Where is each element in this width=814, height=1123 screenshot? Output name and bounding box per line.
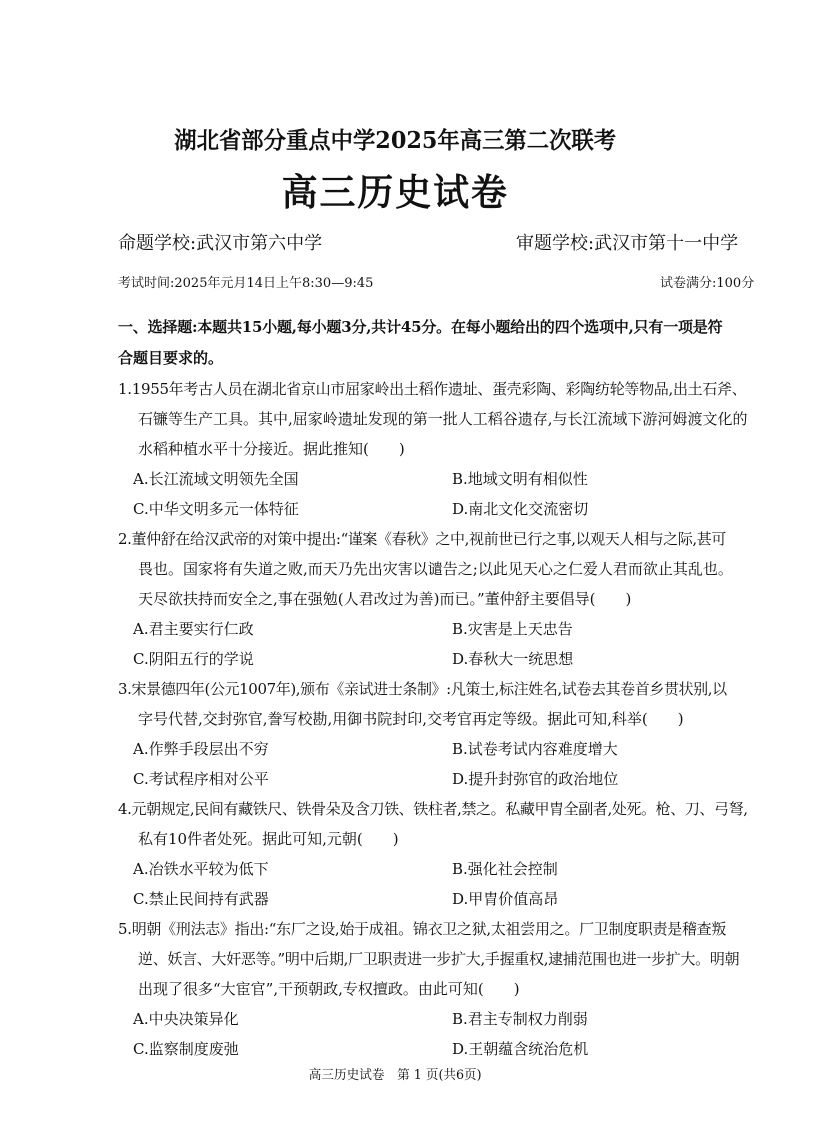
question-3-line-1: 3.宋景德四年(公元1007年),颁布《亲试进士条制》:凡策士,标注姓名,试卷去其卷首乡贯状别,以 [118,680,727,698]
question-2-option-b: B.灾害是上天忠告 [452,620,573,638]
question-4-option-d: D.甲胄价值高昂 [452,890,559,908]
question-4-option-a: A.冶铁水平较为低下 [133,860,269,878]
section-instruction-line-1: 一、选择题:本题共15小题,每小题3分,共计45分。在每小题给出的四个选项中,只有一项是符 [118,318,723,336]
question-1-option-d: D.南北文化交流密切 [452,500,589,518]
question-5-option-a: A.中央决策异化 [133,1010,239,1028]
question-3-line-2: 字号代替,交封弥官,誊写校勘,用御书院封印,交考官再定等级。据此可知,科举( ) [138,710,684,728]
question-2-option-c: C.阴阳五行的学说 [133,650,254,668]
question-3-option-b: B.试卷考试内容难度增大 [452,740,618,758]
question-2-option-a: A.君主要实行仁政 [133,620,254,638]
question-5-option-b: B.君主专制权力削弱 [452,1010,588,1028]
question-1-option-a: A.长江流域文明领先全国 [133,470,299,488]
question-4-option-b: B.强化社会控制 [452,860,558,878]
question-2-line-1: 2.董仲舒在给汉武帝的对策中提出:“谨案《春秋》之中,视前世已行之事,以观天人相与之际,甚可 [118,530,726,548]
question-1-line-3: 水稻种植水平十分接近。据此推知( ) [138,440,405,458]
question-1-line-2: 石镰等生产工具。其中,屈家岭遗址发现的第一批人工稻谷遗存,与长江流域下游河姆渡文化的 [138,410,748,428]
question-4-option-c: C.禁止民间持有武器 [133,890,269,908]
question-1-option-c: C.中华文明多元一体特征 [133,500,299,518]
exam-time: 考试时间:2025年元月14日上午8:30—9:45 [118,276,374,291]
question-2-option-d: D.春秋大一统思想 [452,650,574,668]
reviewer-school: 审题学校:武汉市第十一中学 [516,233,739,254]
question-2-line-2: 畏也。国家将有失道之败,而天乃先出灾害以谴告之;以此见天心之仁爱人君而欲止其乱也。 [138,560,733,578]
question-1-line-1: 1.1955年考古人员在湖北省京山市屈家岭出土稻作遗址、蛋壳彩陶、彩陶纺轮等物品,出土石斧、 [118,380,747,398]
question-5-line-1: 5.明朝《刑法志》指出:“东厂之设,始于成祖。锦衣卫之狱,太祖尝用之。厂卫制度职责是稽查叛 [118,920,727,938]
question-3-option-d: D.提升封弥官的政治地位 [452,770,619,788]
question-5-option-c: C.监察制度废弛 [133,1040,239,1058]
section-instruction-line-2: 合题目要求的。 [118,349,224,367]
question-5-line-2: 逆、妖言、大奸恶等。”明中后期,厂卫职责进一步扩大,手握重权,逮捕范围也进一步扩大。明朝 [138,950,740,968]
question-2-line-3: 天尽欲扶持而安全之,事在强勉(人君改过为善)而已。”董仲舒主要倡导( ) [138,590,632,608]
question-5-line-3: 出现了很多“大宦官”,干预朝政,专权擅政。由此可知( ) [138,980,520,998]
proposer-school: 命题学校:武汉市第六中学 [118,233,323,254]
subject-title: 高三历史试卷 [281,170,509,214]
question-5-option-d: D.王朝蕴含统治危机 [452,1040,589,1058]
question-1-option-b: B.地域文明有相似性 [452,470,588,488]
question-3-option-c: C.考试程序相对公平 [133,770,269,788]
question-4-line-1: 4.元朝规定,民间有藏铁尺、铁骨朵及含刀铁、铁柱者,禁之。私藏甲胄全副者,处死。枪、刀、弓弩, [118,800,748,818]
full-score: 试卷满分:100分 [660,276,755,291]
question-4-line-2: 私有10件者处死。据此可知,元朝( ) [138,830,399,848]
question-3-option-a: A.作弊手段层出不穷 [133,740,269,758]
page-footer: 高三历史试卷 第 1 页(共6页) [308,1068,482,1083]
exam-title: 湖北省部分重点中学2025年高三第二次联考 [174,127,617,154]
